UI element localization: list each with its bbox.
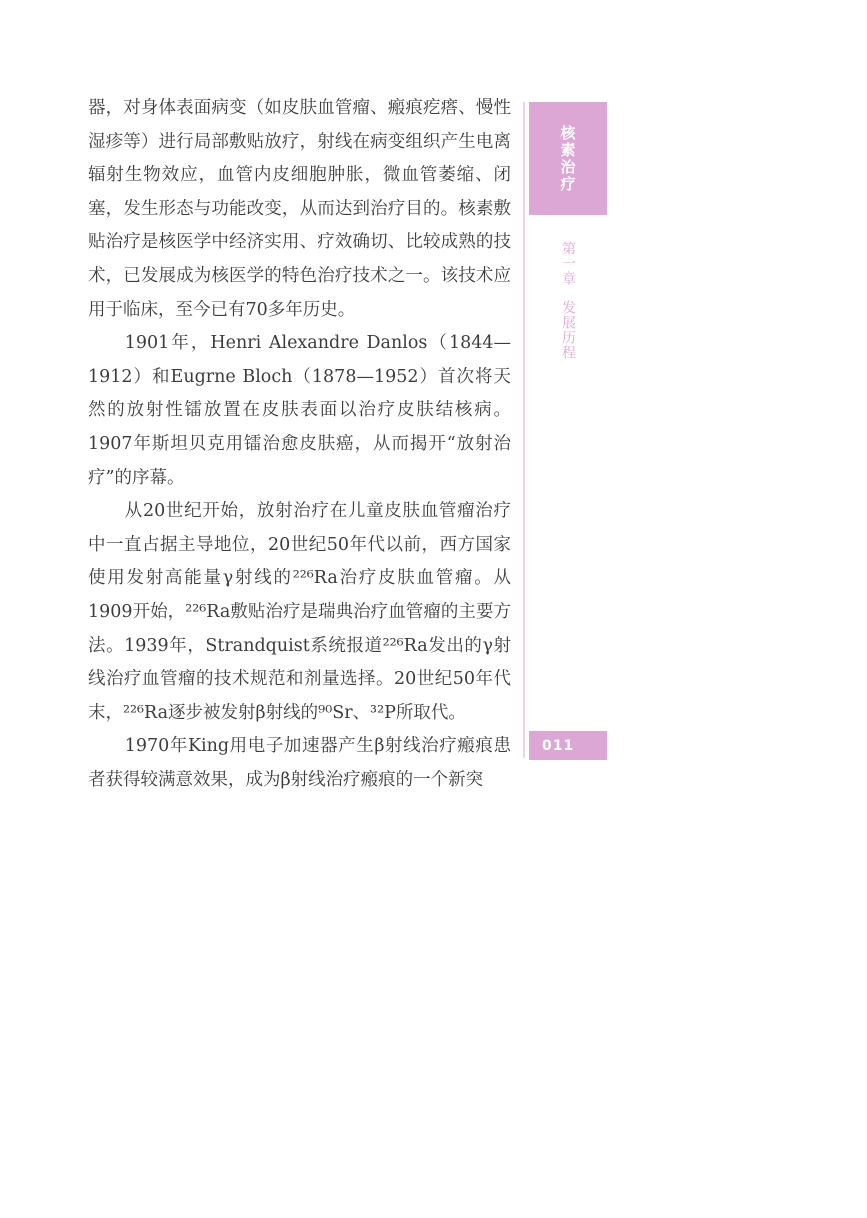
page-number-box	[529, 731, 607, 760]
book-title: 核素治疗	[558, 124, 577, 193]
paragraph-4: 1970年King用电子加速器产生β射线治疗瘢痕患者获得较满意效果，成为β射线治疗瘢痕的一个新突	[88, 736, 511, 790]
paragraph-3: 从20世纪开始，放射治疗在儿童皮肤血管瘤治疗中一直占据主导地位，20世纪50年代以前，西方国家使用发射高能量γ射线的²²⁶Ra治疗皮肤血管瘤。从1909开始，²²⁶Ra敷贴治疗是瑞典治疗血管瘤的主要方法。1939年，Strandquist系统报道²²⁶Ra发出的γ射线治疗血管瘤的技术规范和剂量选择。20世纪50年代末，²²⁶Ra逐步被发射β射线的⁹⁰Sr、³²P所取代。	[88, 501, 511, 723]
page-number: 011	[542, 737, 575, 754]
body-text-block	[88, 92, 511, 797]
book-title-box	[529, 102, 607, 215]
chapter-title: 发展历程	[560, 300, 576, 360]
sidebar-divider-line	[523, 102, 525, 758]
chapter-label	[529, 241, 607, 360]
chapter-number: 第一章	[560, 241, 576, 286]
paragraph-1: 器，对身体表面病变（如皮肤血管瘤、瘢痕疙瘩、慢性湿疹等）进行局部敷贴放疗，射线在病变组织产生电离辐射生物效应，血管内皮细胞肿胀，微血管萎缩、闭塞，发生形态与功能改变，从而达到治疗目的。核素敷贴治疗是核医学中经济实用、疗效确切、比较成熟的技术，已发展成为核医学的特色治疗技术之一。该技术应用于临床，至今已有70多年历史。	[88, 98, 511, 320]
paragraph-2: 1901年，Henri Alexandre Danlos（1844—1912）和Eugrne Bloch（1878—1952）首次将天然的放射性镭放置在皮肤表面以治疗皮肤结核病。1907年斯坦贝克用镭治愈皮肤癌，从而揭开“放射治疗”的序幕。	[88, 333, 511, 488]
